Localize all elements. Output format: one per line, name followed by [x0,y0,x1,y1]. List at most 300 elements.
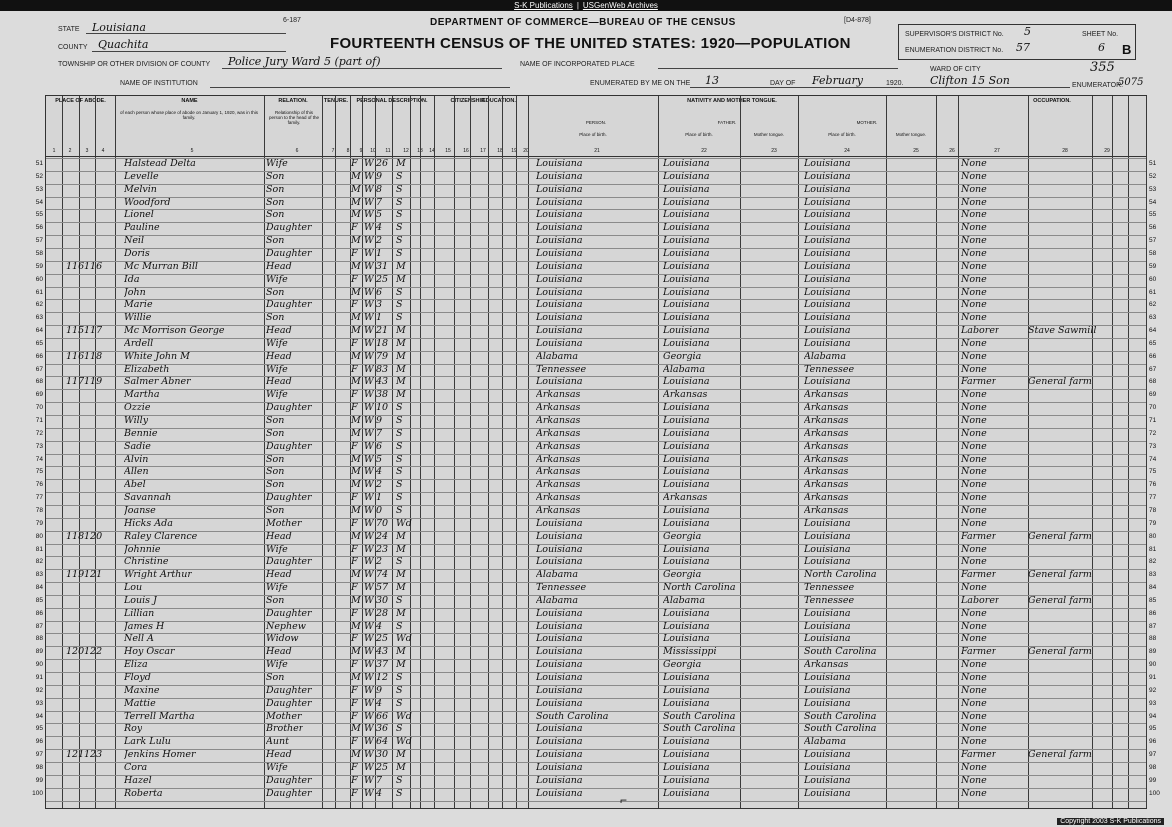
copyright-notice: Copyright 2003 S-K Publications [1057,818,1164,825]
enumerator-label: ENUMERATOR. [1072,82,1124,89]
cell-industry: General farm [1028,569,1092,581]
cell-marital: S [396,684,403,696]
cell-age: 1 [376,312,383,324]
cell-sex: M [351,286,361,298]
cell-name: Doris [124,247,150,259]
table-row [35,517,1157,531]
cell-age: 6 [376,440,383,452]
cell-marital: M [396,337,406,349]
cell-marital: S [396,672,403,683]
cell-sex: F [351,492,358,504]
cell-name: Alvin [124,453,149,465]
table-row [35,235,1157,248]
cell-marital: M [396,749,406,761]
cell-relation: Son [266,594,285,606]
line-number: 72 [35,429,43,437]
line-number-right: 51 [1149,160,1157,167]
cell-race: W [364,222,374,234]
cell-marital: S [396,697,403,709]
line-number-right: 88 [1149,635,1157,643]
cell-race: W [364,170,374,182]
supervisor-value: 5 [1024,25,1031,38]
cell-race: W [364,620,374,632]
line-number: 79 [35,519,43,527]
cell-age: 1 [376,247,383,259]
cell-race: W [364,415,374,426]
table-row [35,594,1157,608]
cell-age: 31 [376,260,389,272]
column-group-5: CITIZENSHIP. [450,98,486,104]
cell-father-birth: Arkansas [663,492,708,504]
table-row [35,582,1157,595]
column-number: 29 [1104,148,1110,154]
line-number-right: 84 [1149,584,1157,592]
cell-marital: M [396,543,406,555]
line-number-right: 86 [1149,609,1157,617]
cell-marital: M [396,350,406,362]
cell-sex: M [351,479,361,491]
line-number: 73 [35,442,43,450]
cell-industry: General farm [1028,646,1092,658]
cell-mother-birth: Louisiana [804,633,851,645]
cell-dwelling: 118 [66,530,85,542]
line-number: 69 [35,391,43,399]
table-row [35,749,1157,762]
cell-marital: M [396,376,406,388]
cell-father-birth: Louisiana [663,325,710,337]
line-number: 100 [32,789,43,797]
cell-name: Ozzie [124,402,151,414]
cell-occupation: None [961,697,987,709]
cell-relation: Wife [266,761,288,773]
cell-occupation: None [961,684,987,696]
cell-age: 43 [376,646,389,658]
cell-marital: S [396,453,403,465]
line-number-right: 76 [1149,481,1157,489]
cell-sex: M [351,260,361,272]
column-number: 4 [101,148,105,154]
line-number: 84 [35,584,43,592]
cell-age: 6 [376,286,383,298]
cell-occupation: None [961,337,987,349]
cell-father-birth: Louisiana [663,466,710,478]
cell-relation: Son [266,170,285,182]
cell-name: Hoy Oscar [124,646,175,658]
cell-person-birth: Louisiana [536,196,583,208]
cell-sex: F [351,158,358,169]
column-number: 18 [497,148,503,154]
cell-occupation: None [961,350,987,362]
cell-race: W [364,710,374,722]
line-number-right: 69 [1149,391,1157,399]
cell-relation: Head [266,350,292,362]
table-row [35,415,1157,428]
table-row [35,774,1157,788]
cell-person-birth: Louisiana [536,749,583,761]
cell-father-birth: Louisiana [663,761,710,773]
cell-occupation: Farmer [961,569,997,581]
cell-occupation: None [961,607,987,619]
ward-label: WARD OF CITY [930,66,981,73]
cell-father-birth: Louisiana [663,749,710,761]
cell-mother-birth: Arkansas [804,659,849,671]
cell-occupation: None [961,440,987,452]
cell-sex: F [351,517,358,529]
cell-sex: F [351,543,358,555]
cell-race: W [364,736,374,748]
cell-mother-birth: Louisiana [804,607,851,619]
column-headers [46,96,1146,157]
cell-name: Lou [124,582,143,594]
cell-occupation: None [961,260,987,272]
cell-person-birth: South Carolina [536,710,609,722]
cell-name: Terrell Martha [124,710,195,722]
cell-occupation: None [961,582,987,594]
enumerator-name: Clifton 15 Son [930,74,1010,87]
cell-marital: S [396,504,403,516]
cell-person-birth: Louisiana [536,312,583,324]
cell-mother-birth: Arkansas [804,415,849,426]
cell-father-birth: Louisiana [663,337,710,349]
cell-sex: F [351,440,358,452]
cell-sex: F [351,273,358,285]
cell-age: 2 [376,556,383,568]
column-number: 12 [403,148,409,154]
cell-mother-birth: Louisiana [804,183,851,195]
cell-relation: Son [266,672,285,683]
cell-father-birth: Louisiana [663,672,710,683]
state-value: Louisiana [92,21,146,34]
line-number: 61 [35,288,43,296]
cell-name: White John M [124,350,190,362]
cell-occupation: Farmer [961,749,997,761]
cell-mother-birth: Arkansas [804,466,849,478]
line-number: 92 [35,686,43,694]
cell-father-birth: Louisiana [663,479,710,491]
cell-race: W [364,376,374,388]
cell-mother-birth: Louisiana [804,761,851,773]
table-row [35,569,1157,582]
cell-father-birth: Louisiana [663,402,710,414]
cell-name: Roy [124,723,143,735]
county-label: COUNTY [58,44,88,51]
cell-mother-birth: Louisiana [804,312,851,324]
cell-father-birth: Louisiana [663,376,710,388]
table-row [35,492,1157,505]
cell-relation: Wife [266,337,288,349]
cell-relation: Son [266,479,285,491]
cell-mother-birth: Tennessee [804,594,855,606]
line-number: 52 [35,172,43,180]
cell-father-birth: Georgia [663,530,702,542]
cell-sex: M [351,646,361,658]
cell-name: Abel [124,479,146,491]
cell-race: W [364,440,374,452]
cell-occupation: None [961,209,987,221]
line-number-right: 93 [1149,699,1157,707]
cell-age: 2 [376,235,383,247]
cell-occupation: None [961,196,987,208]
day-of-label: DAY OF [770,80,796,87]
cell-relation: Son [266,209,285,221]
cell-relation: Daughter [266,222,312,234]
line-number: 86 [35,609,43,617]
line-number: 59 [35,262,43,270]
column-subheading: Place of birth. [685,132,713,137]
cell-father-birth: Louisiana [663,453,710,465]
cell-father-birth: Louisiana [663,633,710,645]
cell-mother-birth: Arkansas [804,427,849,439]
enumerated-day: 13 [705,74,719,87]
cell-person-birth: Louisiana [536,158,583,169]
cell-person-birth: Louisiana [536,684,583,696]
cell-name: Ardell [124,337,154,349]
cell-age: 79 [376,350,389,362]
cell-age: 9 [376,170,383,182]
cell-occupation: None [961,710,987,722]
column-group-3: TENURE. [323,98,349,104]
line-number: 74 [35,455,43,463]
line-number: 82 [35,558,43,566]
cell-marital: S [396,196,403,208]
cell-mother-birth: Louisiana [804,517,851,529]
cell-marital: S [396,556,403,568]
line-number: 78 [35,506,43,514]
cell-person-birth: Louisiana [536,222,583,234]
cell-person-birth: Louisiana [536,209,583,221]
cell-person-birth: Louisiana [536,723,583,735]
cell-relation: Son [266,235,285,247]
column-subheading: Place of birth. [579,132,607,137]
cell-mother-birth: Louisiana [804,209,851,221]
cell-name: Wright Arthur [124,569,192,581]
cell-father-birth: Louisiana [663,543,710,555]
cell-relation: Son [266,286,285,298]
cell-age: 4 [376,697,383,709]
cell-marital: S [396,466,403,478]
state-label: STATE [58,26,80,33]
table-row [35,710,1157,724]
cell-marital: S [396,787,403,799]
cell-father-birth: Louisiana [663,774,710,786]
line-number: 83 [35,571,43,579]
cell-sex: M [351,209,361,221]
cell-name: Hicks Ada [124,517,173,529]
table-row [35,697,1157,711]
cell-race: W [364,453,374,465]
table-row [35,427,1157,441]
cell-occupation: None [961,466,987,478]
cell-father-birth: Louisiana [663,697,710,709]
column-number: 10 [370,148,376,154]
table-row [32,787,1160,801]
column-subheading: PERSON. [585,120,607,125]
line-number: 70 [35,404,43,412]
cell-mother-birth: South Carolina [804,646,877,658]
table-row [35,363,1157,377]
cell-name: Sadie [124,440,151,452]
line-number-right: 63 [1149,314,1157,322]
cell-mother-birth: Louisiana [804,235,851,247]
sheet-label: SHEET No. [1082,31,1119,38]
cell-age: 7 [376,774,383,786]
line-number-right: 57 [1149,237,1157,245]
cell-race: W [364,723,374,735]
cell-mother-birth: South Carolina [804,723,877,735]
margin-number-top: 355 [1090,60,1115,75]
column-subheading: Place of birth. [828,132,856,137]
column-number: 8 [346,148,350,154]
column-number: 14 [429,148,435,154]
line-number-right: 53 [1149,185,1157,193]
cell-race: W [364,350,374,362]
cell-age: 5 [376,209,383,221]
cell-relation: Wife [266,582,288,594]
table-row [35,530,1157,544]
enumerated-month: February [812,74,863,87]
cell-race: W [364,196,374,208]
cell-mother-birth: Louisiana [804,556,851,568]
table-row [35,543,1157,557]
row-divider [46,801,1146,802]
cell-person-birth: Arkansas [536,427,581,439]
cell-name: Mattie [124,697,156,709]
cell-mother-birth: Arkansas [804,479,849,491]
cell-relation: Aunt [266,736,289,748]
cell-person-birth: Louisiana [536,273,583,285]
line-number: 80 [35,532,43,540]
cell-occupation: None [961,389,987,401]
cell-relation: Head [266,325,292,337]
cell-marital: S [396,440,403,452]
column-subheading: Mother tongue. [753,132,785,137]
cell-name: Savannah [124,492,172,504]
cell-relation: Nephew [266,620,306,632]
cell-occupation: None [961,363,987,375]
column-number: 15 [445,148,451,154]
cell-father-birth: Louisiana [663,196,710,208]
cell-occupation: None [961,222,987,234]
column-number: 11 [385,148,391,154]
cell-age: 83 [376,363,389,375]
cell-occupation: None [961,672,987,683]
cell-family: 120 [84,530,103,542]
table-row [35,222,1157,235]
cell-sex: M [351,569,361,581]
cell-mother-birth: South Carolina [804,710,877,722]
cell-father-birth: Louisiana [663,170,710,182]
cell-industry: Stave Sawmill [1028,325,1097,337]
cell-father-birth: Georgia [663,569,702,581]
cell-race: W [364,761,374,773]
cell-name: Cora [124,761,148,773]
cell-occupation: None [961,504,987,516]
cell-race: W [364,646,374,658]
column-group-2: RELATION. [278,98,308,104]
cell-occupation: None [961,761,987,773]
cell-sex: M [351,504,361,516]
line-number: 54 [35,198,43,206]
cell-marital: S [396,286,403,298]
line-number-right: 78 [1149,506,1157,514]
table-row [35,646,1157,659]
cell-name: Mc Murran Bill [124,260,198,272]
cell-occupation: None [961,235,987,247]
cell-mother-birth: Arkansas [804,402,849,414]
line-number-right: 95 [1149,725,1157,733]
cell-name: Melvin [124,183,157,195]
cell-mother-birth: Louisiana [804,543,851,555]
cell-marital: S [396,235,403,247]
cell-marital: S [396,492,403,504]
cell-marital: S [396,723,403,735]
cell-father-birth: Louisiana [663,684,710,696]
cell-family: 122 [84,646,103,658]
cell-occupation: None [961,427,987,439]
cell-father-birth: Georgia [663,659,702,671]
cell-relation: Wife [266,158,288,169]
column-number: 6 [295,148,299,154]
cell-race: W [364,286,374,298]
cell-person-birth: Louisiana [536,247,583,259]
cell-mother-birth: Louisiana [804,299,851,311]
cell-sex: M [351,620,361,632]
cell-race: W [364,684,374,696]
cell-age: 70 [376,517,389,529]
cell-father-birth: Louisiana [663,556,710,568]
publisher-link[interactable]: S-K Publications [514,1,573,10]
cell-race: W [364,235,374,247]
cell-mother-birth: Louisiana [804,273,851,285]
cell-marital: M [396,273,406,285]
line-number-right: 59 [1149,262,1157,270]
cell-race: W [364,427,374,439]
cell-industry: General farm [1028,749,1092,761]
line-number-right: 96 [1149,738,1157,746]
cell-marital: M [396,325,406,337]
sheet-letter: B [1122,42,1132,57]
cell-age: 43 [376,376,389,388]
cell-mother-birth: Arkansas [804,504,849,516]
line-number-right: 99 [1149,776,1157,784]
cell-occupation: None [961,543,987,555]
cell-occupation: None [961,247,987,259]
cell-marital: S [396,620,403,632]
cell-mother-birth: Louisiana [804,260,851,272]
column-group-8: OCCUPATION. [1033,98,1071,104]
table-row [35,260,1157,274]
cell-name: Martha [124,389,160,401]
table-row [35,325,1157,338]
cell-marital: S [396,479,403,491]
cell-sex: F [351,710,358,722]
cell-person-birth: Louisiana [536,774,583,786]
cell-sex: M [351,235,361,247]
cell-father-birth: Louisiana [663,260,710,272]
cell-relation: Head [266,530,292,542]
cell-father-birth: Louisiana [663,235,710,247]
archive-link[interactable]: USGenWeb Archives [582,1,658,10]
cell-name: Halstead Delta [124,158,196,169]
cell-name: Neil [124,235,145,247]
cell-person-birth: Arkansas [536,479,581,491]
cell-name: Elizabeth [124,363,170,375]
table-row [35,633,1157,646]
line-number-right: 72 [1149,429,1157,437]
cell-sex: F [351,633,358,645]
cell-race: W [364,479,374,491]
cell-father-birth: Louisiana [663,427,710,439]
